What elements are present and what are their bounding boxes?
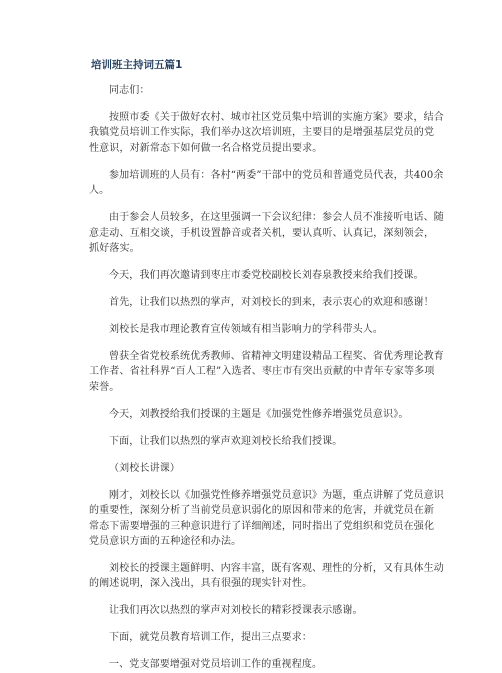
paragraph-evaluation: 刘校长的授课主题鲜明、内容丰富，既有客观、理性的分析，又有具体生动的阐述说明，深入浅出，具有很强的现实针对性。: [89, 563, 444, 590]
paragraph-requirement-one: 一、党支部要增强对党员培训工作的重视程度。: [109, 659, 323, 671]
paragraph-welcome: 首先，让我们以热烈的掌声，对刘校长的到来，表示衷心的欢迎和感谢！: [109, 297, 434, 309]
paragraph-thanks: 让我们再次以热烈的掌声对刘校长的精彩授课表示感谢。: [109, 605, 363, 617]
paragraph-attendees: 参加培训班的人员有：各村“两委”干部中的党员和普通党员代表，共400余人。: [89, 169, 444, 197]
paragraph-intro: 刘校长是我市理论教育宣传领域有相当影响力的学科带头人。: [109, 324, 384, 336]
document-title: 培训班主持词五篇1: [91, 59, 183, 71]
paragraph-applause: 下面，让我们以热烈的掌声欢迎刘校长给我们授课。: [109, 435, 343, 447]
paragraph-honors: 曾获全省党校系统优秀教师、省精神文明建设精品工程奖、省优秀理论教育工作者、省社科界“百人工程”入选者、枣庄市有突出贡献的中青年专家等多项荣誉。: [89, 351, 444, 393]
paragraph-greeting: 同志们：: [109, 85, 150, 96]
paragraph-purpose: 按照市委《关于做好农村、城市社区党员集中培训的实施方案》要求，结合我镇党员培训工作实际，我们举办这次培训班，主要目的是增强基层党员的党性意识，对新常态下如何做一名合格党员提出要求。: [89, 112, 444, 154]
paragraph-topic: 今天，刘教授给我们授课的主题是《加强党性修养增强党员意识》。: [109, 408, 409, 420]
paragraph-requirements: 下面，就党员教育培训工作，提出三点要求：: [109, 632, 312, 644]
paragraph-summary: 刚才，刘校长以《加强党性修养增强党员意识》为题，重点讲解了党员意识的重要性，深刻分析了当前党员意识弱化的原因和带来的危害，并就党员在新常态下需要增强的三种意识进行了详细阐述，同时指出了党组织和党员在强化党员意识方面的五种途径和办法。: [89, 489, 444, 548]
paragraph-discipline: 由于参会人员较多，在这里强调一下会议纪律：参会人员不准接听电话、随意走动、互相交谈，手机设置静音或者关机，要认真听、认真记，深刻领会，抓好落实。: [89, 212, 444, 255]
paragraph-invitation: 今天，我们再次邀请到枣庄市委党校副校长刘春泉教授来给我们授课。: [109, 270, 424, 282]
paragraph-lecture-note: （刘校长讲课）: [109, 462, 181, 474]
